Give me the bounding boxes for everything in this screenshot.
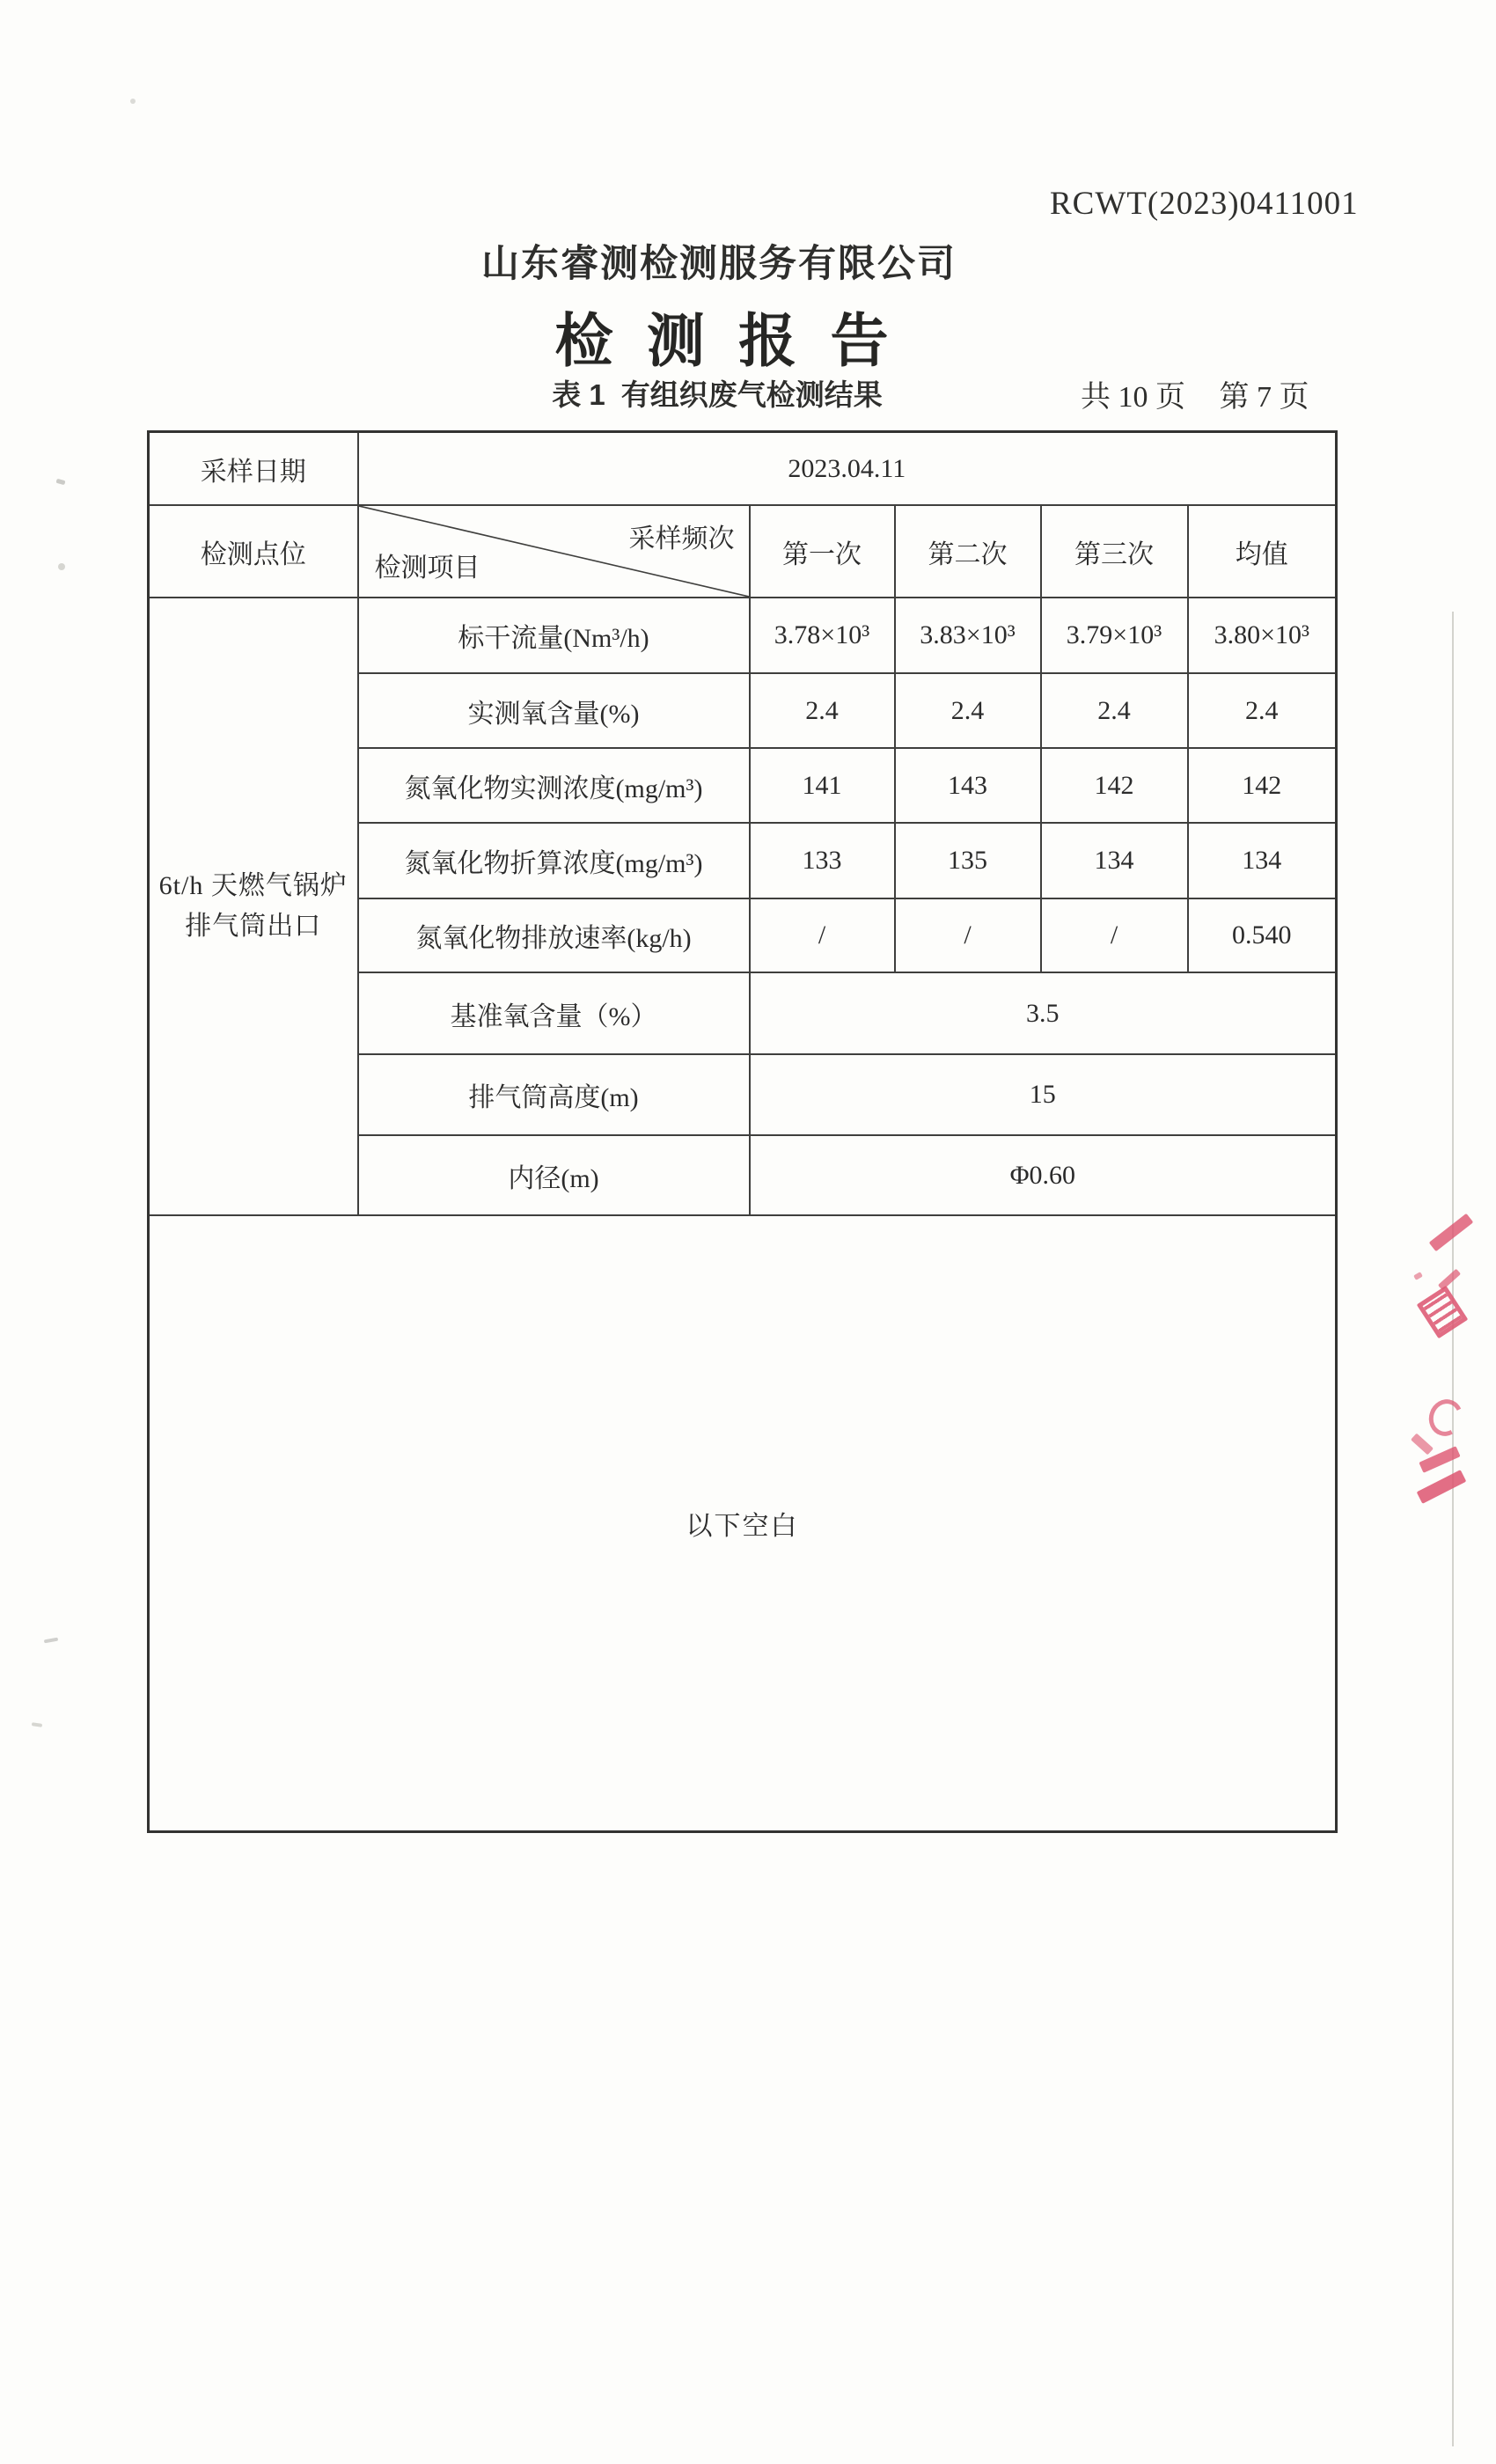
value-cell: 143 (895, 748, 1041, 823)
scan-speck (56, 479, 66, 485)
scan-speck (44, 1638, 58, 1644)
item-name-cell: 氮氧化物折算浓度(mg/m³) (358, 823, 750, 898)
freq-header-first: 第一次 (750, 505, 895, 598)
value-cell: 3.80×10³ (1188, 598, 1337, 673)
sampling-date-label-cell: 采样日期 (149, 432, 358, 506)
sampling-frequency-label: 采样频次 (628, 524, 735, 554)
value-cell: 142 (1188, 748, 1337, 823)
red-stamp-fragment (1417, 1470, 1467, 1504)
value-cell: 3.79×10³ (1041, 598, 1188, 673)
item-name-cell: 氮氧化物实测浓度(mg/m³) (358, 748, 750, 823)
value-cell: 2.4 (1041, 673, 1188, 748)
item-name-cell: 基准氧含量（%） (358, 972, 750, 1054)
red-stamp-fragment (1411, 1434, 1434, 1456)
value-cell: / (750, 898, 895, 972)
scan-speck (58, 563, 65, 570)
monitoring-point-name-line2: 排气筒出口 (185, 912, 322, 941)
monitoring-point-label-cell: 检测点位 (149, 505, 358, 598)
value-cell: 141 (750, 748, 895, 823)
value-cell: 0.540 (1188, 898, 1337, 972)
merged-value-cell: 3.5 (750, 972, 1337, 1054)
table-header-row (149, 505, 1337, 598)
red-stamp-fragment (1413, 1272, 1423, 1280)
pages-total-label: 共 10 页 (1081, 381, 1185, 414)
sampling-date-row (149, 432, 1337, 506)
page-current-label: 第 7 页 (1219, 381, 1309, 414)
item-name-cell: 实测氧含量(%) (358, 673, 750, 748)
value-cell: 3.78×10³ (750, 598, 895, 673)
merged-value-cell: 15 (750, 1054, 1337, 1135)
item-name-cell: 氮氧化物排放速率(kg/h) (358, 898, 750, 972)
red-stamp-fragment (1417, 1286, 1469, 1338)
paper-edge-line (1452, 612, 1454, 2446)
scan-speck (32, 1722, 42, 1727)
diagonal-header-cell (358, 505, 750, 598)
value-cell: 2.4 (895, 673, 1041, 748)
value-cell: 133 (750, 823, 895, 898)
value-cell: 2.4 (1188, 673, 1337, 748)
blank-section-row (149, 1215, 1337, 1832)
table-caption-title: 有组织废气检测结果 (620, 378, 883, 411)
value-cell: 142 (1041, 748, 1188, 823)
value-cell: 134 (1041, 823, 1188, 898)
value-cell: / (1041, 898, 1188, 972)
item-name-cell: 标干流量(Nm³/h) (358, 598, 750, 673)
report-number: RCWT(2023)0411001 (1050, 186, 1359, 222)
table-caption-label: 表 1 (552, 378, 605, 411)
freq-header-third: 第三次 (1041, 505, 1188, 598)
monitoring-point-name-line1: 6t/h 天燃气锅炉 (158, 870, 348, 900)
monitoring-item-label: 检测项目 (374, 554, 480, 583)
monitoring-point-name-cell (149, 598, 358, 1215)
table-row (149, 598, 1337, 673)
value-cell: 135 (895, 823, 1041, 898)
item-name-cell: 排气筒高度(m) (358, 1054, 750, 1135)
red-stamp-fragment (1424, 1395, 1467, 1441)
red-stamp-fragment (1438, 1269, 1461, 1291)
report-title: 检 测 报 告 (554, 308, 898, 373)
company-name: 山东睿测检测服务有限公司 (481, 243, 957, 285)
freq-header-second: 第二次 (895, 505, 1041, 598)
blank-note-cell: 以下空白 (149, 1215, 1337, 1832)
value-cell: 134 (1188, 823, 1337, 898)
value-cell: 3.83×10³ (895, 598, 1041, 673)
red-stamp-fragment (1429, 1214, 1474, 1251)
item-name-cell: 内径(m) (358, 1135, 750, 1215)
merged-value-cell: Φ0.60 (750, 1135, 1337, 1215)
results-table (147, 430, 1338, 1833)
freq-header-average: 均值 (1188, 505, 1337, 598)
value-cell: / (895, 898, 1041, 972)
page-info (1081, 372, 1309, 415)
scan-speck (130, 99, 136, 104)
sampling-date-value-cell: 2023.04.11 (358, 432, 1337, 506)
value-cell: 2.4 (750, 673, 895, 748)
